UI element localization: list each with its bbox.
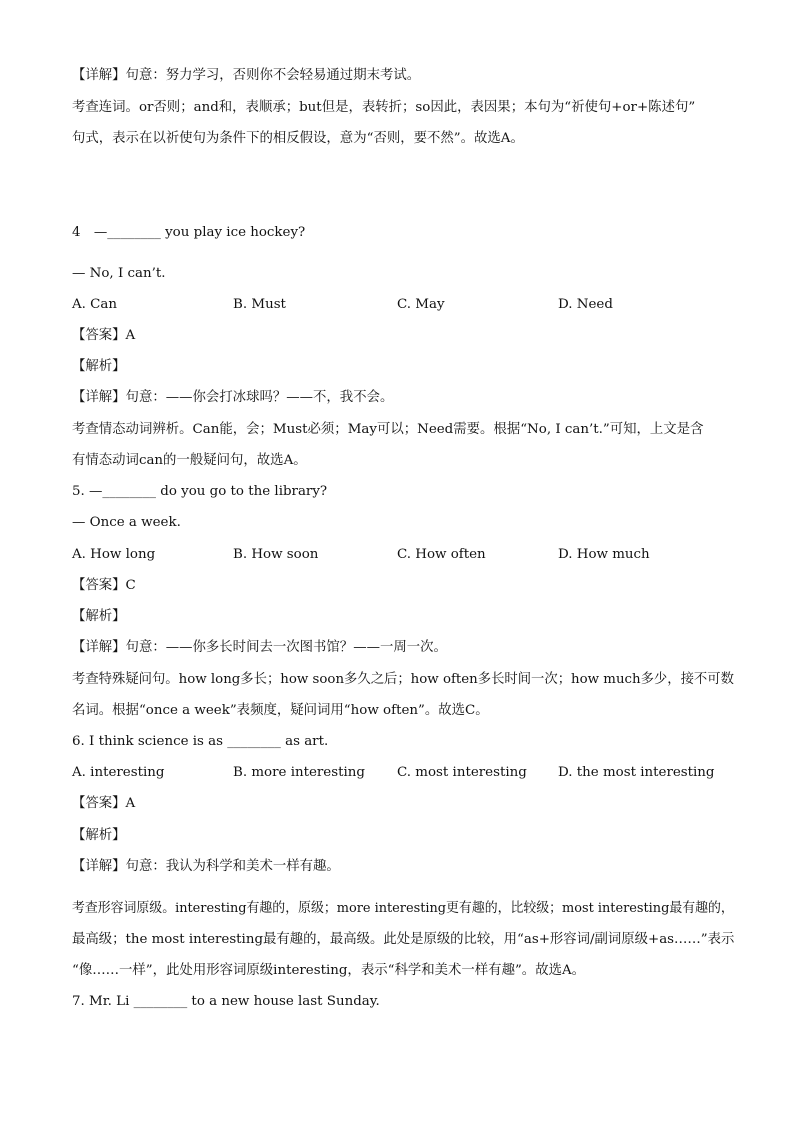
q5-explanation-detail-2: 名词。根据“once a week”表频度，疑问词用“how often”。故选C。: [72, 703, 489, 718]
q4-option-b: B. Must: [233, 297, 286, 312]
q5-option-d: D. How much: [558, 547, 650, 562]
q6-explanation-detail-2: 最高级；the most interesting最有趣的，最高级。此处是原级的比较，用“as+形容词/副词原级+as……”表示: [72, 932, 735, 947]
q6-option-b: B. more interesting: [233, 765, 365, 780]
q5-analysis-heading: 【解析】: [72, 609, 126, 624]
q6-option-d: D. the most interesting: [558, 765, 715, 780]
q6-explanation-detail-3: “像……一样”，此处用形容词原级interesting，表示“科学和美术一样有趣”。故选A。: [72, 963, 586, 978]
q5-explanation-detail-1: 考查特殊疑问句。how long多长；how soon多久之后；how often多长时间一次；how much多少，接不可数: [72, 672, 734, 687]
q4-option-d: D. Need: [558, 297, 613, 312]
q6-answer: 【答案】A: [72, 796, 136, 811]
q7-question: 7. Mr. Li ________ to a new house last Sunday.: [72, 994, 380, 1009]
q6-explanation-meaning: 【详解】句意：我认为科学和美术一样有趣。: [72, 859, 340, 874]
q4-answer: 【答案】A: [72, 328, 136, 343]
q4-analysis-heading: 【解析】: [72, 359, 126, 374]
q5-option-b: B. How soon: [233, 547, 319, 562]
q4-response: — No, I can’t.: [72, 266, 166, 281]
q5-explanation-meaning: 【详解】句意：——你多长时间去一次图书馆？——一周一次。: [72, 640, 447, 655]
q3-explanation-detail-1: 考查连词。or否则；and和，表顺承；but但是，表转折；so因此，表因果；本句为“祈使句+or+陈述句”: [72, 100, 696, 115]
q4-explanation-detail-1: 考查情态动词辨析。Can能，会；Must必须；May可以；Need需要。根据“No, I can’t.”可知，上文是含: [72, 422, 704, 437]
q5-option-a: A. How long: [72, 547, 156, 562]
q6-analysis-heading: 【解析】: [72, 828, 126, 843]
q6-question: 6. I think science is as ________ as art.: [72, 734, 329, 749]
q6-explanation-detail-1: 考查形容词原级。interesting有趣的，原级；more interesting更有趣的，比较级；most interesting最有趣的，: [72, 901, 734, 916]
q4-explanation-meaning: 【详解】句意：——你会打冰球吗？——不，我不会。: [72, 390, 394, 405]
q5-response: — Once a week.: [72, 515, 181, 530]
q5-question: 5. —________ do you go to the library?: [72, 484, 328, 499]
q4-explanation-detail-2: 有情态动词can的一般疑问句，故选A。: [72, 453, 307, 468]
q6-option-a: A. interesting: [72, 765, 165, 780]
q3-explanation-detail-2: 句式，表示在以祈使句为条件下的相反假设，意为“否则，要不然”。故选A。: [72, 131, 524, 146]
q5-option-c: C. How often: [397, 547, 486, 562]
q4-question: 4 —________ you play ice hockey?: [72, 225, 306, 240]
q5-answer: 【答案】C: [72, 578, 136, 593]
q6-option-c: C. most interesting: [397, 765, 527, 780]
q4-option-a: A. Can: [72, 297, 118, 312]
q3-explanation-meaning: 【详解】句意：努力学习，否则你不会轻易通过期末考试。: [72, 68, 421, 83]
q4-option-c: C. May: [397, 297, 445, 312]
